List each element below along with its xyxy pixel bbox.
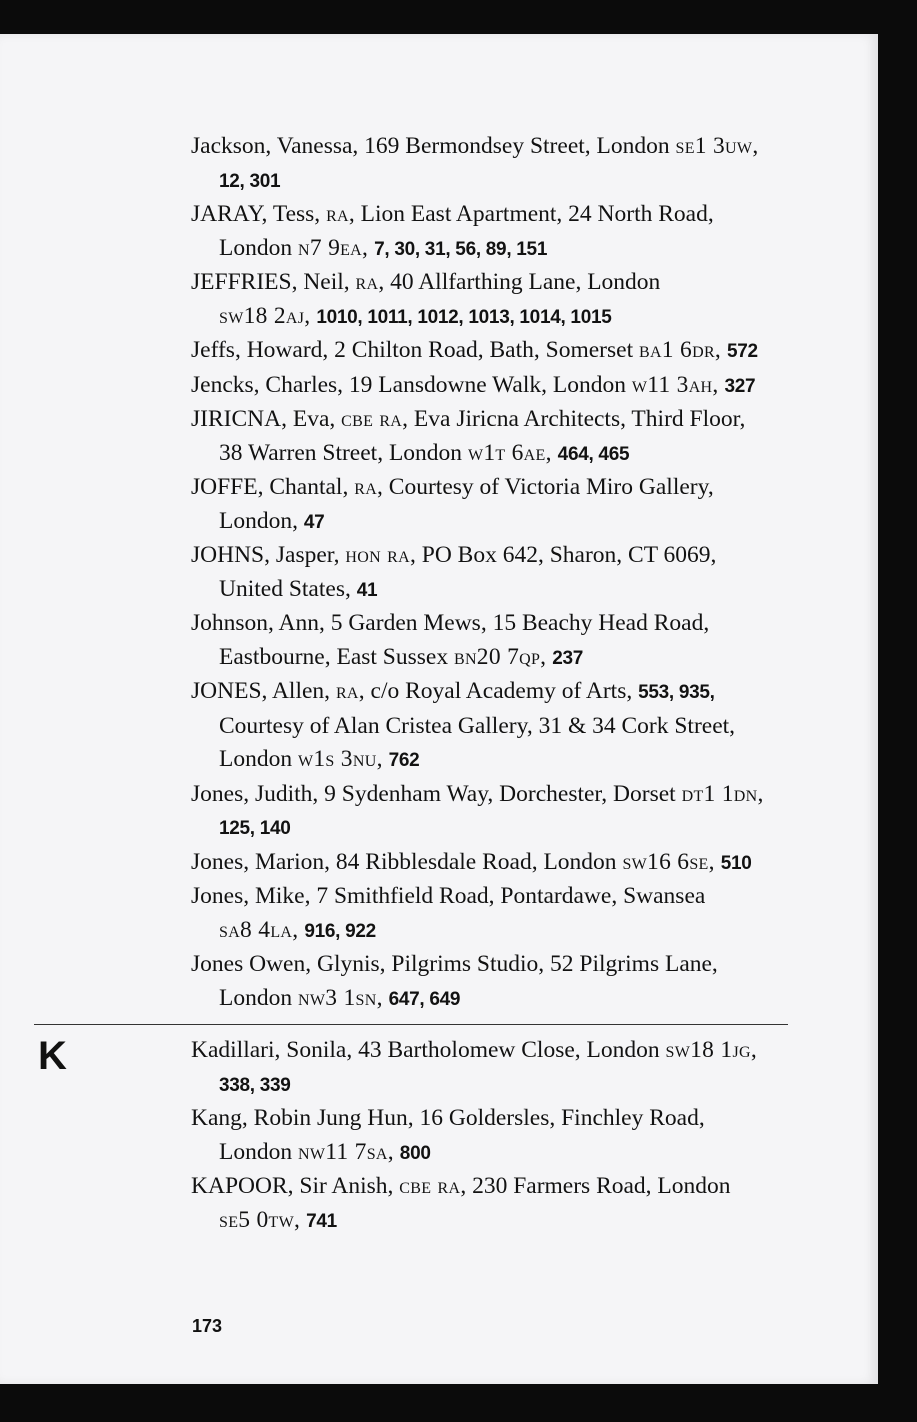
entry-text: Kadillari, Sonila, 43 Bartholomew Close, London — [191, 1037, 666, 1063]
entry-text: JEFFRIES, Neil, — [191, 269, 356, 295]
index-entry — [191, 1034, 801, 1102]
index-entry — [191, 607, 801, 675]
page-refs: 647, 649 — [388, 988, 461, 1010]
postcode: w1t 6ae, — [467, 439, 552, 466]
entry-text: London — [219, 746, 298, 772]
postcode: n7 9ea, — [297, 234, 369, 261]
postcode: w1s 3nu, — [297, 746, 383, 772]
index-entry — [191, 675, 801, 778]
index-entry — [191, 471, 801, 539]
entry-text: Kang, Robin Jung Hun, 16 Goldersles, Finchley Road, — [191, 1105, 705, 1131]
entry-text: Jones, Marion, 84 Ribblesdale Road, London — [191, 848, 623, 875]
entry-text: , Eva Jiricna Architects, Third Floor, — [402, 406, 746, 432]
index-entry — [191, 948, 801, 1016]
entry-text: London — [219, 984, 298, 1011]
entry-text: Jackson, Vanessa, 169 Bermondsey Street, London — [191, 133, 676, 159]
postcode: nw11 7sa, — [297, 1138, 394, 1165]
postcode: w11 3ah, — [631, 371, 719, 398]
entry-text: , 230 Farmers Road, London — [460, 1173, 731, 1199]
entry-text: London — [219, 1138, 298, 1165]
honorific: ra — [326, 201, 349, 227]
honorific: hon ra — [345, 542, 410, 568]
entry-text: United States, — [219, 575, 351, 602]
entry-text: JOFFE, Chantal, — [191, 474, 355, 500]
entry-text: Jones, Judith, 9 Sydenham Way, Dorchester, Dorset — [191, 780, 682, 807]
book-page — [0, 34, 878, 1384]
entry-text: , PO Box 642, Sharon, CT 6069, — [410, 542, 717, 568]
index-entry — [191, 539, 801, 607]
page-refs: 47 — [303, 511, 325, 533]
page-refs: 1010, 1011, 1012, 1013, 1014, 1015 — [316, 306, 612, 328]
entry-text: JIRICNA, Eva, — [191, 406, 342, 432]
index-entries-j — [191, 130, 801, 1016]
page-refs: 327 — [724, 375, 756, 397]
entry-text: JOHNS, Jasper, — [191, 542, 346, 568]
index-entries-k — [191, 1034, 801, 1238]
page-refs: 237 — [552, 647, 584, 669]
entry-text: , 40 Allfarthing Lane, London — [378, 269, 661, 295]
section-letter: K — [38, 1034, 67, 1078]
entry-text: 38 Warren Street, London — [219, 439, 468, 466]
postcode: sw16 6se, — [622, 848, 715, 875]
index-entry — [191, 1170, 801, 1238]
index-entry — [191, 369, 801, 404]
entry-text: Eastbourne, East Sussex — [219, 643, 454, 670]
page-refs: 510 — [720, 852, 752, 874]
page-refs: 12, 301 — [219, 170, 281, 192]
page-refs: 553, 935, — [638, 682, 715, 703]
honorific: ra — [354, 474, 378, 500]
page-refs: 338, 339 — [219, 1074, 291, 1096]
postcode: se1 3uw, — [675, 133, 759, 159]
page-refs: 125, 140 — [219, 818, 291, 839]
index-entry — [191, 403, 801, 471]
entry-text: , Lion East Apartment, 24 North Road, — [348, 201, 714, 227]
page-refs: 762 — [388, 750, 420, 771]
page-number: 173 — [192, 1316, 223, 1336]
entry-text: Courtesy of Alan Cristea Gallery, 31 & 34 Cork Street, — [219, 712, 736, 739]
postcode: bn20 7qp, — [453, 643, 547, 670]
page-refs: 464, 465 — [557, 443, 630, 465]
entry-text: , Courtesy of Victoria Miro Gallery, — [377, 474, 714, 500]
index-entry — [191, 334, 801, 369]
page-refs: 572 — [726, 341, 758, 362]
page-refs: 800 — [399, 1142, 431, 1164]
entry-text: JARAY, Tess, — [191, 201, 327, 227]
entry-text: Jencks, Charles, 19 Lansdowne Walk, London — [191, 371, 632, 398]
honorific: cbe ra — [341, 406, 403, 432]
index-entry — [191, 266, 801, 334]
index-entry — [191, 778, 801, 846]
honorific: ra — [335, 678, 359, 704]
entry-text: London — [219, 234, 298, 261]
index-entry — [191, 198, 801, 266]
entry-text: Jones Owen, Glynis, Pilgrims Studio, 52 Pilgrims Lane, — [191, 951, 718, 977]
entry-text: Jeffs, Howard, 2 Chilton Road, Bath, Somerset — [191, 337, 639, 363]
page-refs: 41 — [356, 579, 378, 601]
honorific: cbe ra — [399, 1173, 461, 1199]
page-refs: 741 — [306, 1210, 337, 1232]
index-entry — [191, 1102, 801, 1170]
postcode: dt1 1dn, — [681, 780, 764, 807]
postcode: ba1 6dr, — [638, 337, 722, 363]
entry-text: JONES, Allen, — [191, 678, 336, 704]
entry-text: , c/o Royal Academy of Arts, — [358, 678, 639, 704]
index-entry — [191, 130, 801, 198]
entry-text: KAPOOR, Sir Anish, — [191, 1173, 400, 1199]
section-divider — [34, 1024, 788, 1025]
entry-text: Jones, Mike, 7 Smithfield Road, Pontardawe, Swansea — [191, 883, 706, 909]
postcode: nw3 1sn, — [297, 984, 383, 1011]
postcode: sw18 2aj, — [219, 302, 311, 329]
index-entry — [191, 880, 801, 948]
entry-text: London, — [219, 507, 298, 534]
postcode: sa8 4la, — [219, 916, 299, 943]
postcode: sw18 1jg, — [665, 1037, 757, 1063]
page-refs: 916, 922 — [304, 920, 376, 942]
honorific: ra — [355, 269, 379, 295]
index-entry — [191, 846, 801, 881]
entry-text: Johnson, Ann, 5 Garden Mews, 15 Beachy Head Road, — [191, 610, 710, 636]
page-refs: 7, 30, 31, 56, 89, 151 — [374, 238, 548, 260]
postcode: se5 0tw, — [219, 1206, 301, 1233]
